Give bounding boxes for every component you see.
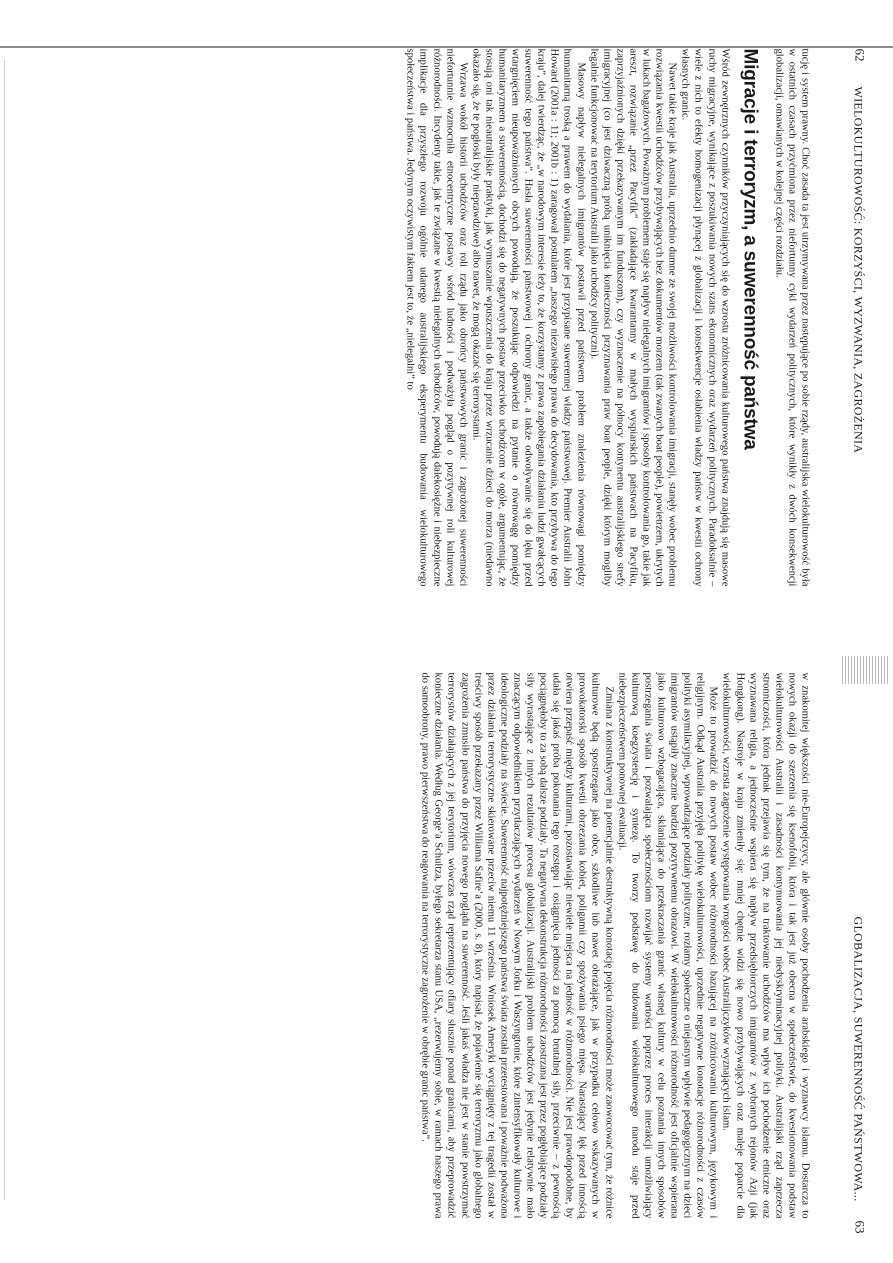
right-page — [0, 632, 893, 1263]
paragraph: Wrzawa wokół historii uchodźców oraz roli rządu jako obrońcy państwowych granic i zagrożonej suwerenności niefortunnie wzmocniła etnocentryczne postawy wśród ludności i podważyła pogląd o pozytywnej roli kulturowej różnorodności. Incydenty takie, jak te związane w kwestią nielegalnych uchodźców, powodują dalekosiężne i niebezpieczne implikacje dla przyszłego rozwoju ogólnie udanego australijskiego eksperymentu budowania wielokulturowego społeczeństwa i państwa. Jedynym oczywistym faktem jest to, że „nielegalni” to — [404, 48, 468, 586]
page-number: 62 — [852, 48, 867, 61]
intro-paragraph: tucję i system prawny. Choć zasada ta jest utrzymywana przez następujące po sobie rządy, australijska wielokulturowość była w ostatnich czasach przyćmiona przez niefortunny cykl wydarzeń politycznych, które wynikły z dwóch konsekwencji globalizacji, omawianych w kolejnej części rozdziału. — [772, 48, 810, 586]
paragraph: w znakomitej większości nie-Europejczycy, ale głównie osoby pochodzenia arabskiego i wyznawcy islamu. Dostarcza to nowych okazji do szerzenia się ksenofobii, która i tak jest już obecna w społeczeństwie, do kwestionowania podstaw wielokulturowości Australii i zasadności kontynuowania jej niedyskryminacyjnej polityki. Australijski rząd zaprzecza stronniczości, która jednak przejawia się tym, że na traktowanie uchodźców ma wpływ ich pochodzenie etniczne oraz wyznawana religia, a jednocześnie wspiera się napływ przedsiębiorczych imigrantów z wybranych rejonów Azji (jak Hongkong). Nastroje w kraju zmieniły się: mniej chętnie widzi się nowo przybywających oraz maleje poparcie dla wielokulturowości, wzrasta zagrożenie występowania wrogości wobec Australijczyków wyznających islam. — [720, 672, 810, 1218]
page-number: 63 — [852, 1220, 867, 1233]
running-head: WIELOKULTUROWOŚĆ: KORZYŚCI, WYZWANIA, ZAGROŻENIA — [851, 86, 865, 453]
text-column — [418, 672, 811, 1218]
text-column — [403, 48, 811, 586]
paragraph: Nawet takie kraje jak Australia, uprzednio dumne ze swojej możliwości kontrolowania imigracji, stanęły wobec problemu rozwiązania kwestii uchodźców przybywających bez dokumentów morzem (tak zwanych boat people), powietrzem, ukrytych w lukach bagażowych. Poważnym problemem staje się napływ nielegalnych imigrantów i sposoby kontrolowania go, takie jak areszt, rozwiązanie „przez Pacyfik” (zakładające kwarantanny w małych wyspiarskich państwach na Pacyfiku, zaprzyjaźnionych dzięki przekazywanym im funduszom), czy wyznaczenie na północy kontynentu australijskiego strefy imigracyjnej (co jest dziwaczną próbą uniknięcia konieczności przyznawania praw boat people, dzięki którym mogliby legalnie funkcjonować na terytorium Australii jako uchodźcy polityczni). — [587, 48, 678, 586]
running-head: GLOBALIZACJA, SUWERENNOŚĆ PAŃSTWOWA... — [851, 916, 865, 1201]
left-page — [0, 0, 893, 631]
section-heading: Migracje i terroryzm, a suwerenność państwa — [738, 48, 760, 450]
paragraph: Masowy napływ nielegalnych imigrantów postawił przed państwem problem znalezienia równowagi pomiędzy humanitarną troską a prawem do wydalania, które jest przypisane suwerennej władzy państwowej. Premier Australii John Howard (2001a : 11; 2001b : 1) zaragował postulatem „naszego niezawisłego prawa do decydowania, kto przybywa do tego kraju”, dalej twierdząc, że „w narodowym interesie leży to, że korzystamy z prawa zapobiegania działaniu ludzi gwałcących suwerenność tego państwa”. Hasła suwerenności państwowej i ochrony granic, a także odwoływanie się do lęku przed wtargnięciem nieupoważnionych obcych powodują, że poszukując odpowiedzi na pytanie o równowagę pomiędzy humanitaryzmem a suwerennością, dochodzi się do negatywnych postaw przeciwko uchodźcom w ogóle, argumentując, że stosują oni tak nieautralijskie praktyki, jak wymuszanie wpuszczenia do kraju przez wrzucanie dzieci do morza (niedawno okazało się, że te pogłoski były nieprawdziwe) albo nawet, że mogą okazać się terrorystami. — [469, 48, 586, 586]
paragraph: Może to prowadzić do nowych postaw wobec różnorodności bazującej na zróżnicowaniu kulturowym, językowym i religijnym. Odkąd Australia przyjęła politykę wielokulturowości, uprzednie negatywne konotacje różnorodności z czasów polityki asymilacyjnej, wprowadzające podziały polityczne, rozłamy społeczne o niejasnym wpływie pedagogicznym na dzieci imigrantów ustąpiły znacznie bardziej pozytywnemu obrazowi. W wielokulturowości różnorodność jest oficjalnie wspierana jako kulturowo wzbogacająca, sklaniająca do przekraczania granic własnej kultury w celu poznania innych sposobów postrzegania świata i pozwalająca społecznościom rozwijać systemy wartości poprzez proces interakcji umożliwiający kulturową koegzystencję i syntezę. To tworzy podstawę do budowania wielokulturowego narodu staje przed niebezpieczeństwem ponownej ewaluacji. — [615, 672, 719, 1218]
paragraph: Wśród zewnętrznych czynników przyczyniających się do wzrostu zróżnicowania kulturowego państwa znajdują się masowe ruchy migracyjne, wynikające z poszukiwania nowych szans ekonomicznych oraz wydarzeń politycznych. Paradoksalnie – wiele z nich to efekty homogenizacji płynącej z globalizacji i konsekwencje osłabienia władzy państw w kwestii ochrony własnych granic. — [679, 48, 730, 586]
paragraph: Zmiana z konstruktywnej na potencjalnie destruktywną konotację pojęcia różnorodności może zaowocować tym, że różnice kulturowe będą spostrzegane jako obce, szkodliwe lub nawet obrażające, jak w przypadku celowo wskazywanych w prowokatorski sposób kwestii obrzezania kobiet, poligamii czy spożywania psiego mięsa. Narastający lęk przed innością otwiera przepaść między kulturami, pozostawiając niewiele miejsca na jedność w różnorodności. Nie jest prawdopodobne, by udała się jakaś próba pokonania tego rozstępu i osiągnięcia jedności za pomocą brutalnej siły, przeciwnie – z pewnością pociągnęłoby to za sobą dalsze podziały. Ta negatywna dekonstrukcja różnorodności zaostrzana jest przez pogłębiające podziały siły wyrastające z innych rezultatów procesu globalizacji. Australijski problem uchodźców jest jedynie relatywnie mało znaczącym odpowiednikiem przytłaczających wydarzeń w Nowym Jorku i Waszyngtonie, które zintensyfikowały kulturowe i ideologiczne podziały na świecie. Suwerenność najpotężniejszego państwa świata została przetestowana i poważnie podważona przez działania terrorystyczne skierowane przeciw niemu 11 września. Wniosek Ameryki wyciągnięty z tej tragedii został w treściwy sposób przekazany przez Williama Safire’a (2000, s. 8), który napisał, że pojawienie się terroryzmu jako globalnego zagrożenia zmusiło państwa do przyjęcia nowego poglądu na suwerenność. Jeśli jakaś władza nie jest w stanie powstrzymać terrorystów działających z jej terytorium, wówczas rząd reprezentujący ofiary słusznie ponad granicami, aby przeprowadzić konieczne działania. Według George’a Schultza, byłego sekretarza stanu USA, „rezerwujemy sobie, w ramach naszego prawa do samoobrony, prawo pierwszeństwa do reagowania na terrorystyczne zagrożenie w obrębie granic państwa”. — [419, 672, 614, 1218]
